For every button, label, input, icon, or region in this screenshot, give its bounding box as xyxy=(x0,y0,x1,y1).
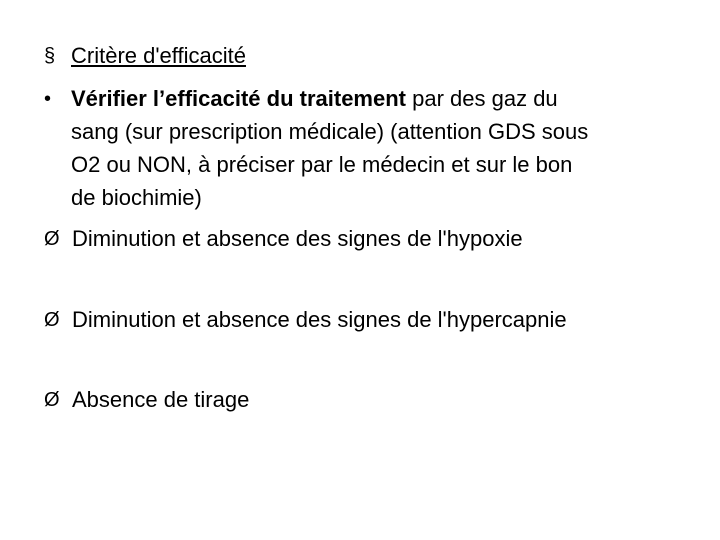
bullet-marker-icon: • xyxy=(44,88,52,110)
bullet-line-2: sang (sur prescription médicale) (attention GDS sous xyxy=(71,119,589,144)
arrow-item-tirage: Absence de tirage xyxy=(72,387,250,412)
bullet-line-1-rest: par des gaz du xyxy=(406,86,558,111)
arrow-bullet-icon: Ø xyxy=(44,389,60,411)
bullet-line-1 xyxy=(71,85,558,113)
arrow-item-hypoxie: Diminution et absence des signes de l'hypoxie xyxy=(72,226,523,251)
heading-title: Critère d'efficacité xyxy=(71,43,246,68)
bullet-line-4: de biochimie) xyxy=(71,185,202,210)
arrow-item-hypercapnie: Diminution et absence des signes de l'hypercapnie xyxy=(72,307,567,332)
section-marker-icon: § xyxy=(44,45,56,67)
bullet-bold-text: Vérifier l’efficacité du traitement xyxy=(71,86,406,111)
bullet-line-3: O2 ou NON, à préciser par le médecin et sur le bon xyxy=(71,152,573,177)
arrow-bullet-icon: Ø xyxy=(44,309,60,331)
arrow-bullet-icon: Ø xyxy=(44,228,60,250)
